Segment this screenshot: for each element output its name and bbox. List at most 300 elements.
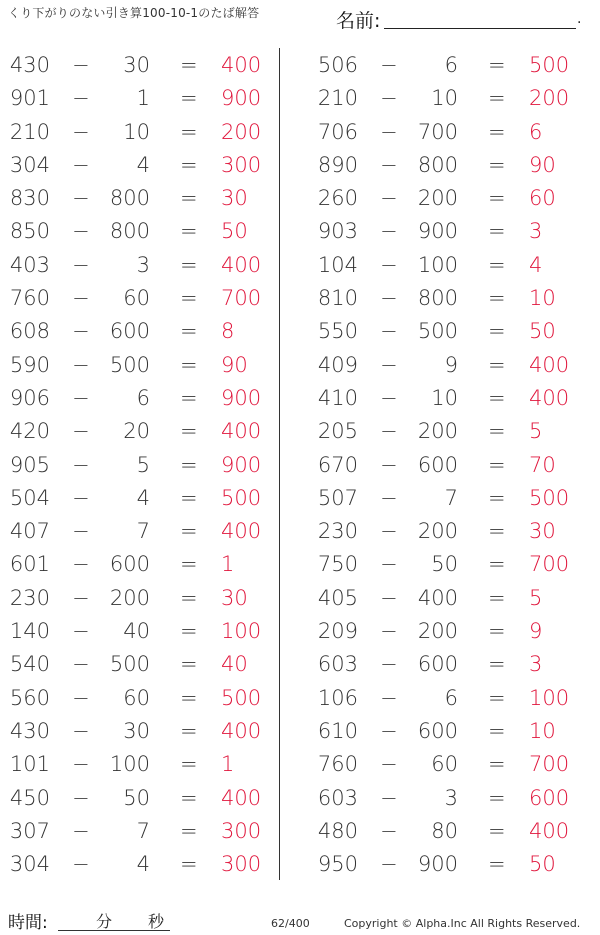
problem-row: [0, 414, 275, 447]
problem-row: [0, 514, 275, 547]
problem-row: [308, 448, 593, 481]
minuend: 403: [9, 252, 50, 277]
minuend: 104: [317, 252, 358, 277]
problem-row: [308, 381, 593, 414]
minuend: 450: [9, 785, 50, 810]
problems-right-column: [308, 48, 593, 880]
subtrahend: 50: [123, 785, 150, 810]
subtrahend: 7: [136, 519, 150, 544]
minus-sign: −: [380, 319, 398, 344]
equals-sign: =: [180, 152, 198, 177]
minus-sign: −: [380, 352, 398, 377]
equals-sign: =: [180, 652, 198, 677]
minuend: 760: [9, 286, 50, 311]
equals-sign: =: [488, 585, 506, 610]
equals-sign: =: [488, 352, 506, 377]
subtrahend: 30: [123, 53, 150, 77]
name-label: 名前:: [336, 10, 381, 32]
equals-sign: =: [180, 752, 198, 777]
equals-sign: =: [488, 652, 506, 677]
minuend: 903: [317, 219, 358, 244]
equals-sign: =: [488, 785, 506, 810]
minuend: 430: [9, 53, 50, 77]
answer: 500: [529, 53, 570, 77]
answer: 700: [529, 552, 570, 577]
answer: 60: [529, 186, 556, 211]
minus-sign: −: [72, 219, 90, 244]
minus-sign: −: [380, 186, 398, 211]
answer: 400: [221, 419, 262, 444]
subtrahend: 6: [444, 53, 458, 77]
minuend: 430: [9, 718, 50, 743]
subtrahend: 60: [431, 752, 458, 777]
minuend: 210: [9, 119, 50, 144]
problem-row: [308, 314, 593, 347]
equals-sign: =: [488, 186, 506, 211]
equals-sign: =: [488, 552, 506, 577]
answer: 100: [221, 619, 262, 644]
subtrahend: 200: [417, 619, 458, 644]
subtrahend: 4: [136, 852, 150, 877]
minuend: 409: [317, 352, 358, 377]
equals-sign: =: [180, 785, 198, 810]
problem-row: [308, 714, 593, 747]
problem-row: [308, 614, 593, 647]
answer: 9: [529, 619, 543, 644]
problem-row: [308, 781, 593, 814]
name-end-mark: .: [577, 11, 582, 27]
minuend: 603: [317, 652, 358, 677]
subtrahend: 4: [136, 485, 150, 510]
answer: 70: [529, 452, 556, 477]
page-number: 62/400: [271, 917, 310, 930]
subtrahend: 60: [123, 286, 150, 311]
equals-sign: =: [488, 152, 506, 177]
minus-sign: −: [380, 53, 398, 77]
minus-sign: −: [380, 519, 398, 544]
answer: 90: [529, 152, 556, 177]
problem-row: [0, 747, 275, 780]
subtrahend: 900: [417, 219, 458, 244]
problem-row: [0, 48, 275, 81]
answer: 900: [221, 452, 262, 477]
problem-row: [0, 115, 275, 148]
equals-sign: =: [488, 519, 506, 544]
minuend: 205: [317, 419, 358, 444]
minuend: 101: [9, 752, 50, 777]
minuend: 706: [317, 119, 358, 144]
minuend: 850: [9, 219, 50, 244]
minus-sign: −: [72, 519, 90, 544]
problem-row: [0, 314, 275, 347]
problem-row: [308, 747, 593, 780]
minus-sign: −: [72, 119, 90, 144]
answer: 900: [221, 385, 262, 410]
equals-sign: =: [180, 252, 198, 277]
minus-sign: −: [380, 86, 398, 111]
minuend: 950: [317, 852, 358, 877]
minus-sign: −: [72, 785, 90, 810]
problem-row: [0, 181, 275, 214]
answer: 1: [221, 552, 235, 577]
equals-sign: =: [180, 219, 198, 244]
subtrahend: 6: [444, 685, 458, 710]
equals-sign: =: [488, 219, 506, 244]
problem-row: [0, 448, 275, 481]
minuend: 590: [9, 352, 50, 377]
subtrahend: 600: [109, 552, 150, 577]
equals-sign: =: [180, 718, 198, 743]
problem-row: [308, 115, 593, 148]
equals-sign: =: [180, 685, 198, 710]
minus-sign: −: [380, 419, 398, 444]
problem-row: [308, 581, 593, 614]
minuend: 560: [9, 685, 50, 710]
minus-sign: −: [72, 419, 90, 444]
minuend: 810: [317, 286, 358, 311]
minus-sign: −: [380, 152, 398, 177]
problem-row: [308, 248, 593, 281]
subtrahend: 600: [417, 718, 458, 743]
equals-sign: =: [180, 485, 198, 510]
subtrahend: 7: [444, 485, 458, 510]
answer: 200: [529, 86, 570, 111]
minus-sign: −: [72, 852, 90, 877]
subtrahend: 20: [123, 419, 150, 444]
problem-row: [0, 481, 275, 514]
minuend: 830: [9, 186, 50, 211]
answer: 6: [529, 119, 543, 144]
minus-sign: −: [72, 485, 90, 510]
answer: 400: [529, 818, 570, 843]
name-underline: [384, 28, 576, 29]
minutes-label: 分: [96, 912, 113, 931]
minus-sign: −: [72, 552, 90, 577]
answer: 50: [529, 852, 556, 877]
answer: 5: [529, 585, 543, 610]
answer: 50: [529, 319, 556, 344]
minus-sign: −: [72, 319, 90, 344]
minuend: 610: [317, 718, 358, 743]
subtrahend: 600: [417, 452, 458, 477]
minuend: 209: [317, 619, 358, 644]
problem-row: [308, 814, 593, 847]
answer: 5: [529, 419, 543, 444]
worksheet-title: くり下がりのない引き算100-10-1のたば解答: [8, 6, 260, 20]
minus-sign: −: [380, 385, 398, 410]
subtrahend: 200: [417, 186, 458, 211]
minuend: 905: [9, 452, 50, 477]
subtrahend: 500: [417, 319, 458, 344]
name-field: [336, 6, 586, 30]
equals-sign: =: [488, 385, 506, 410]
equals-sign: =: [180, 319, 198, 344]
subtrahend: 40: [123, 619, 150, 644]
subtrahend: 9: [444, 352, 458, 377]
equals-sign: =: [180, 286, 198, 311]
problem-row: [0, 81, 275, 114]
equals-sign: =: [180, 585, 198, 610]
minuend: 420: [9, 419, 50, 444]
minuend: 504: [9, 485, 50, 510]
subtrahend: 700: [417, 119, 458, 144]
subtrahend: 60: [123, 685, 150, 710]
subtrahend: 200: [417, 519, 458, 544]
subtrahend: 500: [109, 352, 150, 377]
equals-sign: =: [488, 485, 506, 510]
problem-row: [0, 148, 275, 181]
minus-sign: −: [72, 252, 90, 277]
minus-sign: −: [72, 186, 90, 211]
subtrahend: 800: [109, 219, 150, 244]
equals-sign: =: [488, 752, 506, 777]
problem-row: [0, 281, 275, 314]
problem-row: [308, 181, 593, 214]
equals-sign: =: [180, 385, 198, 410]
equals-sign: =: [180, 552, 198, 577]
subtrahend: 10: [431, 385, 458, 410]
answer: 3: [529, 652, 543, 677]
subtrahend: 80: [431, 818, 458, 843]
equals-sign: =: [488, 286, 506, 311]
problem-row: [0, 714, 275, 747]
subtrahend: 6: [136, 385, 150, 410]
problem-row: [0, 348, 275, 381]
answer: 300: [221, 818, 262, 843]
subtrahend: 10: [431, 86, 458, 111]
problem-row: [0, 248, 275, 281]
minuend: 307: [9, 818, 50, 843]
minuend: 750: [317, 552, 358, 577]
minus-sign: −: [72, 652, 90, 677]
copyright-text: Copyright © Alpha.Inc All Rights Reserved.: [344, 917, 581, 930]
equals-sign: =: [180, 852, 198, 877]
minuend: 230: [317, 519, 358, 544]
answer: 3: [529, 219, 543, 244]
minuend: 405: [317, 585, 358, 610]
equals-sign: =: [488, 452, 506, 477]
minuend: 540: [9, 652, 50, 677]
subtrahend: 1: [136, 86, 150, 111]
minuend: 760: [317, 752, 358, 777]
answer: 50: [221, 219, 248, 244]
minuend: 304: [9, 852, 50, 877]
answer: 40: [221, 652, 248, 677]
problems-left-column: [0, 48, 275, 880]
problem-row: [308, 48, 593, 81]
subtrahend: 7: [136, 818, 150, 843]
minus-sign: −: [380, 852, 398, 877]
equals-sign: =: [488, 53, 506, 77]
answer: 400: [221, 785, 262, 810]
minuend: 407: [9, 519, 50, 544]
minus-sign: −: [72, 86, 90, 111]
minuend: 106: [317, 685, 358, 710]
minus-sign: −: [380, 652, 398, 677]
subtrahend: 600: [109, 319, 150, 344]
answer: 500: [529, 485, 570, 510]
minuend: 506: [317, 53, 358, 77]
minus-sign: −: [380, 752, 398, 777]
answer: 400: [221, 252, 262, 277]
answer: 400: [221, 718, 262, 743]
answer: 10: [529, 286, 556, 311]
minus-sign: −: [380, 452, 398, 477]
problem-row: [308, 214, 593, 247]
minus-sign: −: [380, 785, 398, 810]
minus-sign: −: [380, 286, 398, 311]
minuend: 230: [9, 585, 50, 610]
minus-sign: −: [72, 752, 90, 777]
answer: 700: [529, 752, 570, 777]
subtrahend: 900: [417, 852, 458, 877]
equals-sign: =: [488, 818, 506, 843]
minus-sign: −: [380, 252, 398, 277]
minus-sign: −: [380, 119, 398, 144]
minuend: 260: [317, 186, 358, 211]
problem-row: [308, 414, 593, 447]
minuend: 890: [317, 152, 358, 177]
subtrahend: 500: [109, 652, 150, 677]
equals-sign: =: [488, 685, 506, 710]
minuend: 210: [317, 86, 358, 111]
problem-row: [0, 681, 275, 714]
equals-sign: =: [488, 252, 506, 277]
problem-row: [308, 481, 593, 514]
problem-row: [308, 647, 593, 680]
answer: 8: [221, 319, 235, 344]
problem-row: [308, 547, 593, 580]
minus-sign: −: [72, 352, 90, 377]
seconds-label: 秒: [148, 912, 165, 931]
problem-row: [0, 847, 275, 880]
subtrahend: 30: [123, 718, 150, 743]
minuend: 304: [9, 152, 50, 177]
answer: 100: [529, 685, 570, 710]
equals-sign: =: [488, 86, 506, 111]
minus-sign: −: [72, 452, 90, 477]
minuend: 480: [317, 818, 358, 843]
subtrahend: 100: [417, 252, 458, 277]
column-divider: [279, 48, 280, 880]
subtrahend: 200: [109, 585, 150, 610]
answer: 30: [221, 186, 248, 211]
equals-sign: =: [180, 818, 198, 843]
problem-row: [308, 148, 593, 181]
equals-sign: =: [180, 119, 198, 144]
minus-sign: −: [72, 718, 90, 743]
subtrahend: 5: [136, 452, 150, 477]
answer: 400: [529, 385, 570, 410]
equals-sign: =: [180, 419, 198, 444]
minus-sign: −: [72, 818, 90, 843]
answer: 400: [529, 352, 570, 377]
equals-sign: =: [180, 352, 198, 377]
answer: 300: [221, 152, 262, 177]
minus-sign: −: [380, 818, 398, 843]
equals-sign: =: [488, 852, 506, 877]
minuend: 901: [9, 86, 50, 111]
answer: 900: [221, 86, 262, 111]
equals-sign: =: [180, 452, 198, 477]
problem-row: [0, 647, 275, 680]
answer: 300: [221, 852, 262, 877]
answer: 1: [221, 752, 235, 777]
minus-sign: −: [72, 585, 90, 610]
answer: 4: [529, 252, 543, 277]
subtrahend: 100: [109, 752, 150, 777]
minuend: 601: [9, 552, 50, 577]
problem-row: [0, 814, 275, 847]
problem-row: [0, 614, 275, 647]
equals-sign: =: [488, 319, 506, 344]
minuend: 670: [317, 452, 358, 477]
equals-sign: =: [180, 53, 198, 77]
equals-sign: =: [488, 119, 506, 144]
answer: 700: [221, 286, 262, 311]
subtrahend: 200: [417, 419, 458, 444]
minus-sign: −: [380, 718, 398, 743]
problem-row: [0, 381, 275, 414]
problem-row: [308, 281, 593, 314]
problem-row: [0, 781, 275, 814]
problem-row: [308, 81, 593, 114]
subtrahend: 800: [109, 186, 150, 211]
equals-sign: =: [488, 419, 506, 444]
minus-sign: −: [72, 619, 90, 644]
problem-row: [308, 681, 593, 714]
subtrahend: 800: [417, 152, 458, 177]
equals-sign: =: [180, 519, 198, 544]
minuend: 608: [9, 319, 50, 344]
answer: 30: [529, 519, 556, 544]
minus-sign: −: [72, 152, 90, 177]
minuend: 603: [317, 785, 358, 810]
equals-sign: =: [180, 619, 198, 644]
equals-sign: =: [488, 619, 506, 644]
minus-sign: −: [380, 685, 398, 710]
time-label: 時間:: [8, 913, 48, 933]
minuend: 507: [317, 485, 358, 510]
answer: 200: [221, 119, 262, 144]
problem-row: [0, 581, 275, 614]
answer: 30: [221, 585, 248, 610]
subtrahend: 4: [136, 152, 150, 177]
subtrahend: 10: [123, 119, 150, 144]
minus-sign: −: [72, 53, 90, 77]
answer: 500: [221, 485, 262, 510]
answer: 90: [221, 352, 248, 377]
subtrahend: 3: [444, 785, 458, 810]
minuend: 550: [317, 319, 358, 344]
equals-sign: =: [180, 186, 198, 211]
minus-sign: −: [72, 286, 90, 311]
subtrahend: 600: [417, 652, 458, 677]
problem-row: [0, 214, 275, 247]
minuend: 410: [317, 385, 358, 410]
equals-sign: =: [488, 718, 506, 743]
minus-sign: −: [72, 385, 90, 410]
subtrahend: 400: [417, 585, 458, 610]
answer: 10: [529, 718, 556, 743]
minus-sign: −: [380, 219, 398, 244]
subtrahend: 50: [431, 552, 458, 577]
answer: 500: [221, 685, 262, 710]
equals-sign: =: [180, 86, 198, 111]
minus-sign: −: [72, 685, 90, 710]
subtrahend: 800: [417, 286, 458, 311]
minus-sign: −: [380, 619, 398, 644]
